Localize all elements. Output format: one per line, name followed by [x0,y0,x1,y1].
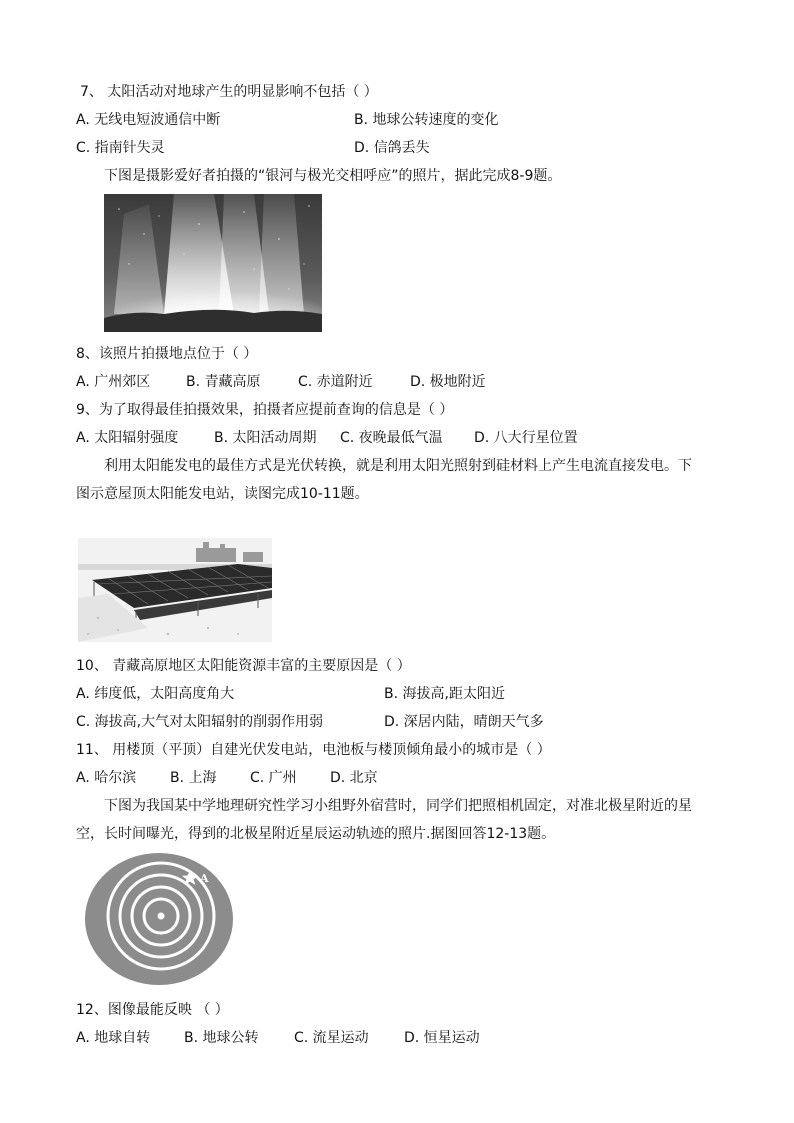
q7-option-c: C. 指南针失灵 [76,140,165,156]
q12-option-c: C. 流星运动 [294,1030,369,1046]
q7-option-a: A. 无线电短波通信中断 [76,112,221,128]
q7-option-d: D. 信鸽丢失 [354,140,430,156]
intro-12-13-line1: 下图为我国某中学地理研究性学习小组野外宿营时，同学们把照相机固定，对准北极星附近的星 [104,798,692,814]
q8-option-a: A. 广州郊区 [76,374,151,390]
q8-option-c: C. 赤道附近 [298,374,373,390]
intro-12-13-line2: 空，长时间曝光，得到的北极星附近星辰运动轨迹的照片.据图回答12-13题。 [76,826,556,842]
q10-option-a: A. 纬度低，太阳高度角大 [76,686,235,702]
q8-option-d: D. 极地附近 [410,374,486,390]
q10-option-b: B. 海拔高,距太阳近 [384,686,505,702]
q8-option-b: B. 青藏高原 [186,374,261,390]
q12-stem: 12、图像最能反映 （ ） [76,1002,229,1018]
star-label-a: A [200,872,209,885]
q11-option-a: A. 哈尔滨 [76,770,137,786]
q9-option-a: A. 太阳辐射强度 [76,430,179,446]
intro-8-9: 下图是摄影爱好者拍摄的“银河与极光交相呼应”的照片，据此完成8-9题。 [104,168,562,184]
q12-option-d: D. 恒星运动 [404,1030,480,1046]
q10-option-c: C. 海拔高,大气对太阳辐射的削弱作用弱 [76,714,324,730]
q11-option-d: D. 北京 [330,770,378,786]
q10-stem: 10、 青藏高原地区太阳能资源丰富的主要原因是（ ） [76,658,411,674]
q12-option-b: B. 地球公转 [184,1030,259,1046]
q9-option-c: C. 夜晚最低气温 [340,430,443,446]
q9-stem: 9、为了取得最佳拍摄效果，拍摄者应提前查询的信息是（ ） [76,402,454,418]
q11-option-c: C. 广州 [250,770,297,786]
q7-stem: 7、 太阳活动对地球产生的明显影响不包括（ ） [80,84,378,100]
q11-stem: 11、 用楼顶（平顶）自建光伏发电站，电池板与楼顶倾角最小的城市是（ ） [76,742,551,758]
q11-option-b: B. 上海 [170,770,217,786]
q8-stem: 8、该照片拍摄地点位于（ ） [76,346,258,362]
polaris-dot [158,913,165,920]
aurora-photo [104,194,322,332]
star-trail-diagram [84,852,234,986]
q9-option-d: D. 八大行星位置 [474,430,578,446]
q9-option-b: B. 太阳活动周期 [214,430,317,446]
q12-option-a: A. 地球自转 [76,1030,151,1046]
q10-option-d: D. 深居内陆，晴朗天气多 [384,714,544,730]
intro-10-11-line2: 图示意屋顶太阳能发电站，读图完成10-11题。 [76,486,369,502]
q7-option-b: B. 地球公转速度的变化 [354,112,499,128]
intro-10-11-line1: 利用太阳能发电的最佳方式是光伏转换，就是利用太阳光照射到硅材料上产生电流直接发电。下 [104,458,692,474]
solar-panel-photo [78,538,272,642]
